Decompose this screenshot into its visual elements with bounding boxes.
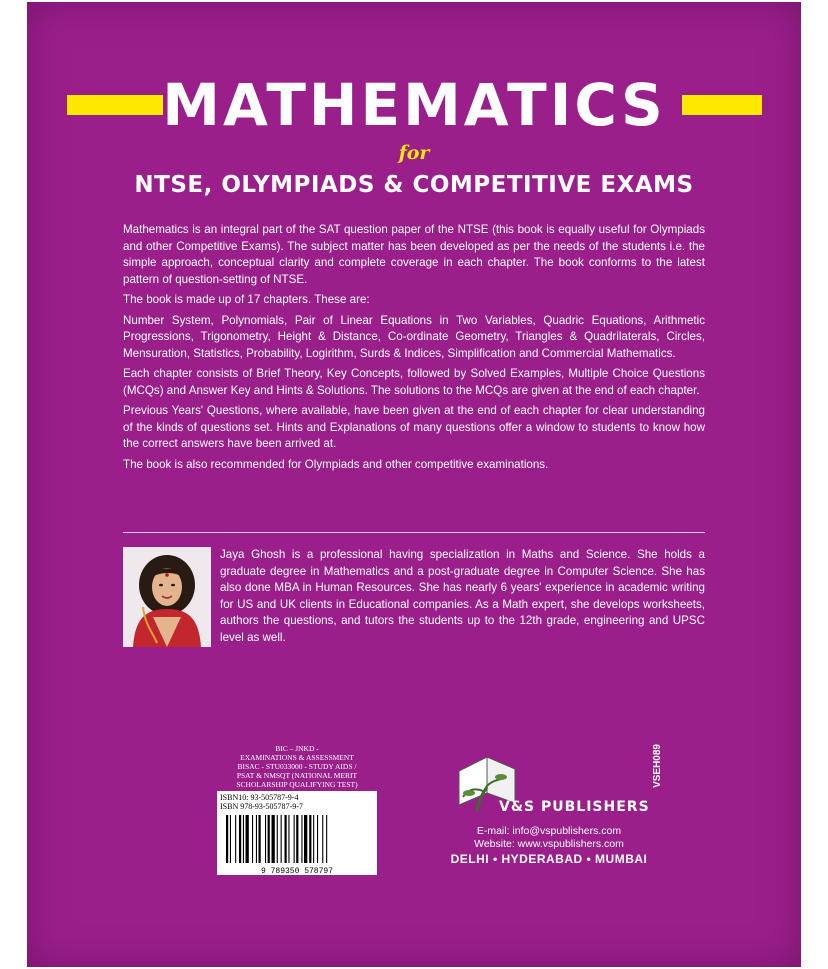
barcode-icon	[220, 813, 374, 875]
publisher-cities: DELHI • HYDERABAD • MUMBAI	[450, 852, 648, 866]
product-code: VSEH089	[652, 744, 663, 788]
author-portrait-icon	[123, 547, 211, 647]
bic-text: BIC – JNKD - EXAMINATIONS & ASSESSMENT BISAC - STU033000 - STUDY AIDS / PSAT & NMSQT (NATIONAL MERIT SCHOLARSHIP QUALIFYING TEST)	[236, 744, 358, 789]
description-paragraph: The book is made up of 17 chapters. These are:	[123, 293, 370, 306]
back-cover	[27, 2, 801, 967]
chapter-list: Number System, Polynomials, Pair of Linear Equations in Two Variables, Quadric Equations, Arithmetic Progressions, Trigonometry, Height & Distance, Co-ordinate Geometry, Triangles & Quadrilaterals, Circles, Mensuration, Statistics, Probability, Logirithm, Surds & Indices, Simplification and Commercial Mathematics.	[123, 313, 705, 360]
title-row	[27, 70, 801, 140]
author-bio: Jaya Ghosh is a professional having specialization in Maths and Science. She holds a graduate degree in Mathematics and a post-graduate degree in Computer Science. She has also done MBA in Human Resources. She has nearly 6 years' experience in academic writing for US and UK clients in Educational companies. As a Math expert, she develops worksheets, authors the questions, and tutors the students up to the 12th grade, engineering and UPSC level as well.	[220, 548, 705, 644]
isbn13: ISBN 978-93-505787-9-7	[220, 802, 303, 811]
publisher-name: V&S PUBLISHERS	[499, 799, 650, 815]
for-label: for	[398, 142, 430, 164]
isbn10: ISBN10: 93-505787-9-4	[220, 793, 299, 802]
barcode-digits: 9 789350 578797	[260, 867, 334, 875]
book-title: MATHEMATICS	[162, 71, 666, 139]
publisher-contact	[439, 825, 659, 866]
section-divider	[123, 532, 705, 533]
description-paragraph: The book is also recommended for Olympiads and other competitive examinations.	[123, 457, 549, 471]
description-paragraph: Each chapter consists of Brief Theory, Key Concepts, followed by Solved Examples, Multiple Choice Questions (MCQs) and Answer Key and Hints & Solutions. The solutions to the MCQs are given at the end of each chapter.	[123, 367, 705, 397]
publisher-block	[439, 747, 659, 872]
author-photo	[123, 547, 211, 647]
book-description	[123, 222, 705, 477]
isbn-box	[217, 791, 377, 813]
publisher-email: E-mail: info@vspublishers.com	[476, 825, 622, 837]
barcode	[217, 813, 377, 875]
publisher-website: Website: www.vspublishers.com	[474, 838, 624, 850]
description-paragraph: Mathematics is an integral part of the SAT question paper of the NTSE (this book is equally useful for Olympiads and other Competitive Exams). The subject matter has been developed as per the needs of the students i.e. the simple approach, conceptual clarity and complete coverage in each chapter. The book conforms to the latest pattern of question-setting of NTSE.	[123, 223, 705, 286]
book-subtitle: NTSE, OLYMPIADS & COMPETITIVE EXAMS	[134, 172, 694, 198]
description-paragraph: Previous Years' Questions, where available, have been given at the end of each chapter for clear understanding of the kinds of questions set. Hints and Explanations of many questions offer a window to students to know how the correct answers have been arrived at.	[123, 404, 705, 450]
classification-block	[217, 744, 377, 889]
